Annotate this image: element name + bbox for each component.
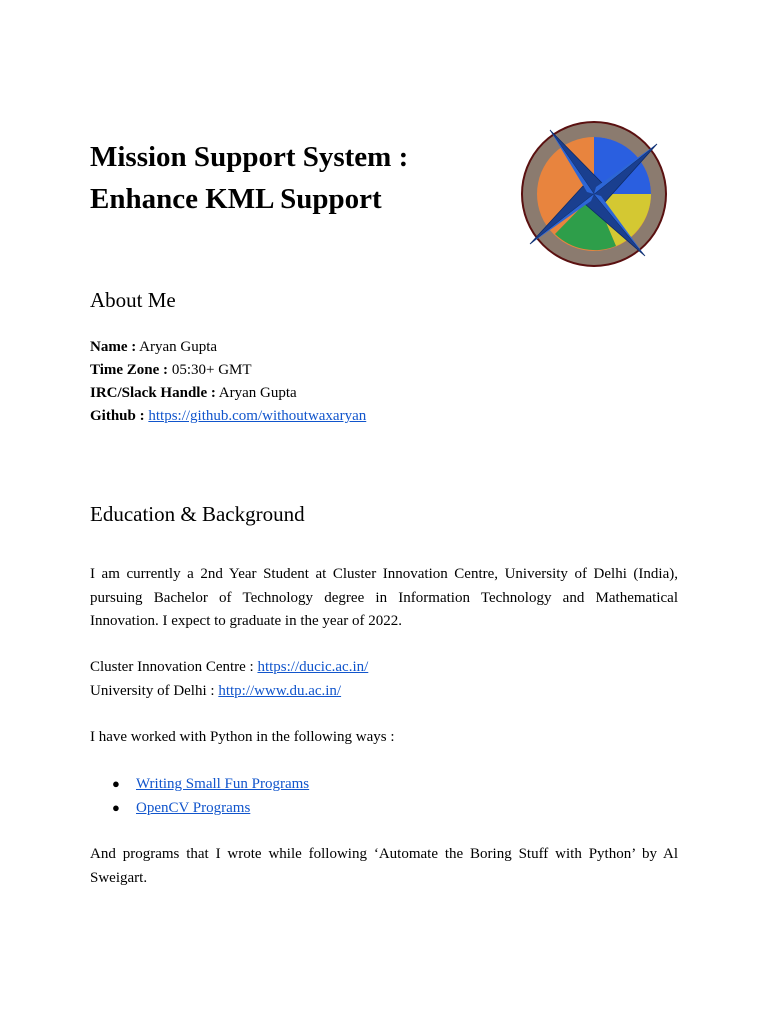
bullet-link-fun-programs[interactable]: Writing Small Fun Programs (136, 776, 310, 792)
about-heading: About Me (90, 288, 176, 312)
name-value: Aryan Gupta (139, 339, 218, 355)
list-item (90, 772, 309, 796)
automate-paragraph: And programs that I wrote while following ‘Automate the Boring Stuff with Python’ by Al Sweigart. (90, 846, 678, 886)
du-label: University of Delhi : (90, 682, 219, 699)
github-label: Github : (90, 408, 145, 424)
cic-row (90, 656, 678, 680)
du-link[interactable]: http://www.du.ac.in/ (218, 682, 342, 699)
python-intro: I have worked with Python in the following ways : (90, 729, 395, 745)
university-links (90, 656, 678, 703)
timezone-label: Time Zone : (90, 362, 169, 378)
education-paragraph: I am currently a 2nd Year Student at Cluster Innovation Centre, University of Delhi (India), pursuing Bachelor of Technology degree in Information Technology and Mathematical Innovation. I expect to graduate in the year of 2022. (90, 566, 678, 629)
title-line-1: Mission Support System : (90, 141, 409, 173)
timezone-row (90, 359, 366, 382)
github-link[interactable]: https://github.com/withoutwaxaryan (148, 408, 367, 424)
irc-row (90, 382, 366, 405)
cic-label: Cluster Innovation Centre : (90, 659, 258, 675)
list-item (90, 796, 309, 820)
compass-rose-logo-icon (515, 114, 673, 274)
bullet-icon: ● (112, 776, 120, 791)
du-row (90, 680, 678, 704)
bullet-link-opencv[interactable]: OpenCV Programs (136, 800, 251, 816)
timezone-value: 05:30+ GMT (171, 362, 252, 378)
name-label: Name : (90, 339, 137, 355)
irc-label: IRC/Slack Handle : (90, 385, 216, 401)
name-row (90, 336, 366, 359)
document-title (90, 136, 408, 220)
title-line-2: Enhance KML Support (90, 183, 382, 215)
education-heading: Education & Background (90, 502, 305, 526)
about-info (90, 336, 366, 428)
python-list (90, 772, 309, 820)
github-row (90, 405, 366, 428)
irc-value: Aryan Gupta (218, 385, 297, 401)
cic-link[interactable]: https://ducic.ac.in/ (257, 659, 369, 675)
bullet-icon: ● (112, 800, 120, 815)
